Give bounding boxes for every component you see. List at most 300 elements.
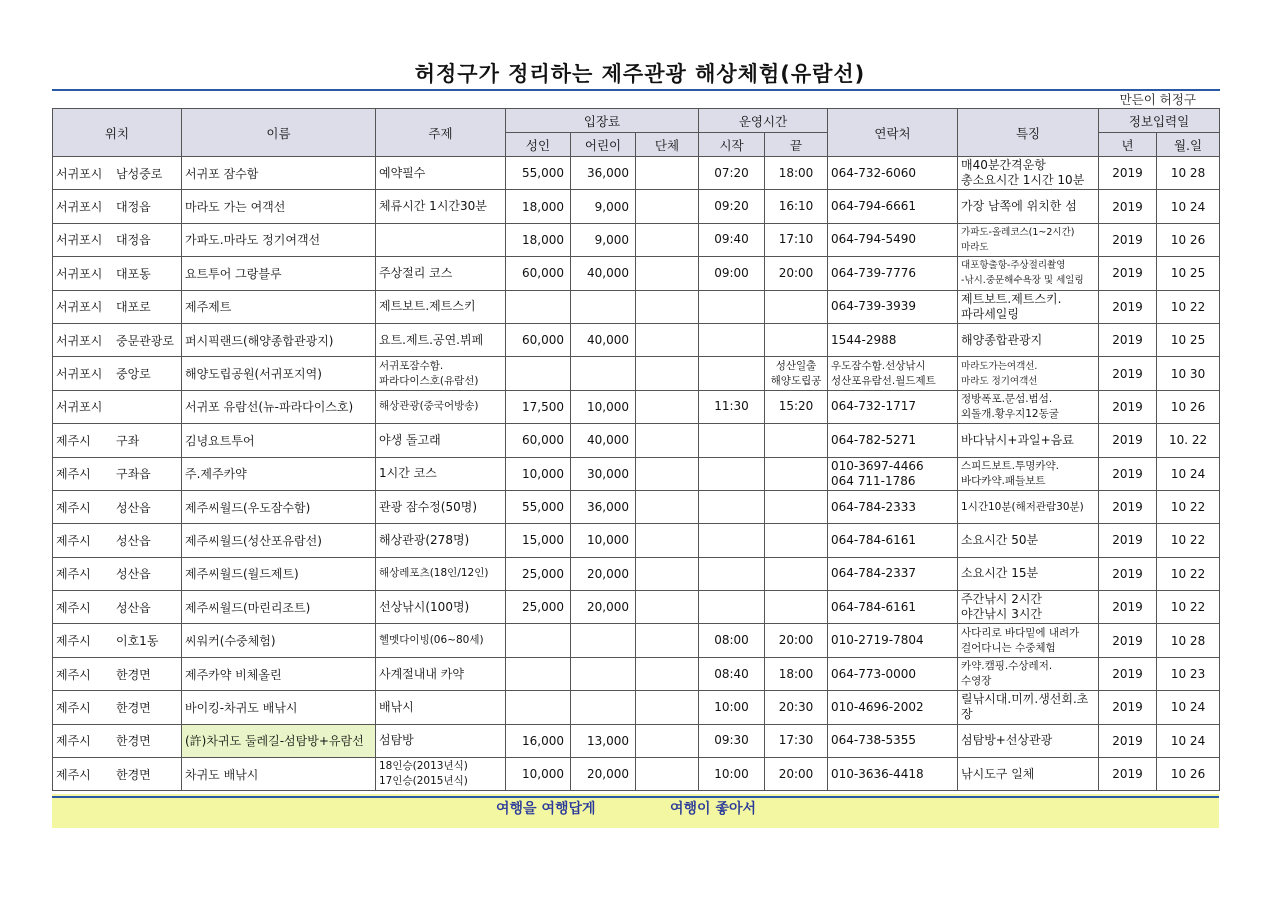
location-area: 구좌읍 bbox=[116, 467, 151, 482]
cell-fee-group bbox=[636, 323, 699, 356]
cell-end: 20:00 bbox=[765, 624, 828, 657]
cell-start: 09:40 bbox=[699, 223, 765, 256]
table-row bbox=[53, 223, 1220, 256]
cell-start bbox=[699, 323, 765, 356]
cell-name: 주.제주카약 bbox=[182, 457, 376, 490]
cell-start: 07:20 bbox=[699, 157, 765, 190]
cell-name: 김녕요트투어 bbox=[182, 424, 376, 457]
cell-fee-group bbox=[636, 624, 699, 657]
cell-md: 10 24 bbox=[1157, 457, 1220, 490]
cell-year: 2019 bbox=[1099, 157, 1157, 190]
table-row bbox=[53, 290, 1220, 323]
cell-start bbox=[699, 424, 765, 457]
location-area: 한경면 bbox=[116, 667, 151, 682]
cell-end: 20:30 bbox=[765, 691, 828, 724]
cell-theme: 관광 잠수정(50명) bbox=[376, 490, 506, 523]
title-divider bbox=[52, 89, 1220, 91]
cell-fee-group bbox=[636, 257, 699, 290]
cell-fee-adult: 25,000 bbox=[506, 591, 571, 624]
cell-contact: 1544-2988 bbox=[828, 323, 958, 356]
cell-location bbox=[53, 157, 182, 190]
location-city: 제주시 bbox=[56, 433, 91, 448]
header-info-md: 월.일 bbox=[1157, 133, 1220, 157]
cell-start: 09:20 bbox=[699, 190, 765, 223]
table-row bbox=[53, 424, 1220, 457]
cell-fee-child bbox=[571, 357, 636, 390]
cell-location bbox=[53, 390, 182, 423]
footer-banner bbox=[52, 794, 1219, 828]
cell-start bbox=[699, 357, 765, 390]
cell-year: 2019 bbox=[1099, 591, 1157, 624]
cell-fee-adult: 17,500 bbox=[506, 390, 571, 423]
cell-year: 2019 bbox=[1099, 691, 1157, 724]
cell-fee-group bbox=[636, 591, 699, 624]
cell-contact: 064-784-6161 bbox=[828, 591, 958, 624]
cell-feature: 가파도-올레코스(1~2시간) 마라도 bbox=[958, 223, 1099, 256]
cell-md: 10 26 bbox=[1157, 223, 1220, 256]
location-city: 제주시 bbox=[56, 533, 91, 548]
cell-feature: 섬탐방+선상관광 bbox=[958, 724, 1099, 757]
cell-year: 2019 bbox=[1099, 424, 1157, 457]
cell-end: 성산일출 해양도립공 bbox=[765, 357, 828, 390]
cell-fee-group bbox=[636, 691, 699, 724]
cell-start bbox=[699, 591, 765, 624]
cell-theme: 제트보트.제트스키 bbox=[376, 290, 506, 323]
cell-fee-group bbox=[636, 557, 699, 590]
location-area: 대포로 bbox=[116, 300, 151, 315]
cell-md: 10 22 bbox=[1157, 524, 1220, 557]
cell-contact: 010-3636-4418 bbox=[828, 758, 958, 791]
cell-start bbox=[699, 490, 765, 523]
location-area: 남성중로 bbox=[116, 166, 163, 181]
header-fee: 입장료 bbox=[506, 109, 699, 133]
header-fee-adult: 성인 bbox=[506, 133, 571, 157]
cell-fee-group bbox=[636, 223, 699, 256]
cell-fee-adult bbox=[506, 691, 571, 724]
cell-fee-adult: 18,000 bbox=[506, 223, 571, 256]
table-row bbox=[53, 357, 1220, 390]
cell-fee-adult bbox=[506, 290, 571, 323]
cell-fee-child: 36,000 bbox=[571, 490, 636, 523]
table-row bbox=[53, 257, 1220, 290]
cell-feature: 주간낚시 2시간 야간낚시 3시간 bbox=[958, 591, 1099, 624]
location-area: 대정읍 bbox=[116, 200, 151, 215]
cell-name: 바이킹-차귀도 배낚시 bbox=[182, 691, 376, 724]
cell-feature: 가장 남쪽에 위치한 섬 bbox=[958, 190, 1099, 223]
cell-end: 15:20 bbox=[765, 390, 828, 423]
location-area: 성산읍 bbox=[116, 533, 151, 548]
cell-start: 11:30 bbox=[699, 390, 765, 423]
cell-feature: 해양종합관광지 bbox=[958, 323, 1099, 356]
cell-end bbox=[765, 524, 828, 557]
cell-end: 16:10 bbox=[765, 190, 828, 223]
cell-year: 2019 bbox=[1099, 357, 1157, 390]
cell-location bbox=[53, 357, 182, 390]
header-hours-start: 시작 bbox=[699, 133, 765, 157]
cell-start: 08:40 bbox=[699, 657, 765, 690]
cell-feature: 릴낚시대.미끼.생선회.초장 bbox=[958, 691, 1099, 724]
cell-fee-child: 9,000 bbox=[571, 223, 636, 256]
cell-feature: 1시간10분(해저관람30분) bbox=[958, 490, 1099, 523]
cell-location bbox=[53, 190, 182, 223]
cell-name: 제주씨월드(성산포유람선) bbox=[182, 524, 376, 557]
location-city: 제주시 bbox=[56, 734, 91, 749]
cell-start: 09:00 bbox=[699, 257, 765, 290]
location-city: 서귀포시 bbox=[56, 367, 103, 382]
cell-end: 17:30 bbox=[765, 724, 828, 757]
cell-fee-adult: 15,000 bbox=[506, 524, 571, 557]
cell-name: 제주씨월드(우도잠수함) bbox=[182, 490, 376, 523]
footer-slogan-right: 여행이 좋아서 bbox=[670, 801, 757, 817]
cell-name: 차귀도 배낚시 bbox=[182, 758, 376, 791]
footer-slogan-left: 여행을 여행답게 bbox=[496, 801, 596, 817]
location-area: 성산읍 bbox=[116, 600, 151, 615]
cell-year: 2019 bbox=[1099, 457, 1157, 490]
cell-start: 10:00 bbox=[699, 691, 765, 724]
cell-end bbox=[765, 323, 828, 356]
footer-divider bbox=[52, 796, 1219, 798]
table-row bbox=[53, 624, 1220, 657]
table-row bbox=[53, 724, 1220, 757]
cell-end bbox=[765, 457, 828, 490]
table-row bbox=[53, 691, 1220, 724]
cell-theme: 헬멧다이빙(06~80세) bbox=[376, 624, 506, 657]
cell-end: 18:00 bbox=[765, 157, 828, 190]
cell-theme bbox=[376, 223, 506, 256]
cell-name: 제주카약 비체올린 bbox=[182, 657, 376, 690]
cell-feature: 소요시간 15분 bbox=[958, 557, 1099, 590]
cell-fee-child bbox=[571, 624, 636, 657]
cell-location bbox=[53, 257, 182, 290]
cell-md: 10 24 bbox=[1157, 691, 1220, 724]
cell-location bbox=[53, 758, 182, 791]
cell-name: 제주씨월드(월드제트) bbox=[182, 557, 376, 590]
cell-feature: 스피드보트.투명카약. 바다카약.패들보트 bbox=[958, 457, 1099, 490]
cell-year: 2019 bbox=[1099, 390, 1157, 423]
location-area: 대포동 bbox=[116, 266, 151, 281]
cell-fee-group bbox=[636, 390, 699, 423]
cell-fee-child bbox=[571, 691, 636, 724]
cell-theme: 체류시간 1시간30분 bbox=[376, 190, 506, 223]
cell-end bbox=[765, 490, 828, 523]
cell-contact: 064-784-2337 bbox=[828, 557, 958, 590]
table-row bbox=[53, 190, 1220, 223]
table-row bbox=[53, 323, 1220, 356]
cell-feature: 매40분간격운항 총소요시간 1시간 10분 bbox=[958, 157, 1099, 190]
cell-fee-group bbox=[636, 457, 699, 490]
tour-table bbox=[52, 108, 1220, 791]
header-info-year: 년 bbox=[1099, 133, 1157, 157]
location-city: 제주시 bbox=[56, 667, 91, 682]
location-city: 서귀포시 bbox=[56, 300, 103, 315]
cell-fee-adult bbox=[506, 657, 571, 690]
cell-md: 10 22 bbox=[1157, 490, 1220, 523]
cell-fee-child: 40,000 bbox=[571, 424, 636, 457]
cell-fee-child: 13,000 bbox=[571, 724, 636, 757]
cell-end bbox=[765, 557, 828, 590]
location-area: 대정읍 bbox=[116, 233, 151, 248]
cell-fee-adult: 16,000 bbox=[506, 724, 571, 757]
header-hours: 운영시간 bbox=[699, 109, 828, 133]
cell-year: 2019 bbox=[1099, 624, 1157, 657]
cell-fee-child: 10,000 bbox=[571, 390, 636, 423]
cell-location bbox=[53, 724, 182, 757]
cell-fee-child bbox=[571, 290, 636, 323]
cell-fee-child bbox=[571, 657, 636, 690]
cell-end: 20:00 bbox=[765, 257, 828, 290]
cell-theme: 예약필수 bbox=[376, 157, 506, 190]
cell-year: 2019 bbox=[1099, 290, 1157, 323]
page-title: 허정구가 정리하는 제주관광 해상체험(유람선) bbox=[414, 62, 866, 86]
cell-fee-group bbox=[636, 190, 699, 223]
cell-location bbox=[53, 490, 182, 523]
cell-md: 10 28 bbox=[1157, 624, 1220, 657]
cell-theme: 주상절리 코스 bbox=[376, 257, 506, 290]
table-row bbox=[53, 758, 1220, 791]
location-city: 제주시 bbox=[56, 600, 91, 615]
cell-end: 18:00 bbox=[765, 657, 828, 690]
cell-fee-adult bbox=[506, 624, 571, 657]
location-city: 서귀포시 bbox=[56, 200, 103, 215]
author-label: 만든이 허정구 bbox=[1119, 92, 1196, 107]
cell-feature: 마라도가는여객선. 마라도 정기여객선 bbox=[958, 357, 1099, 390]
table-row bbox=[53, 657, 1220, 690]
cell-feature: 정방폭포.문섬.범섬. 외돌개.황우지12동굴 bbox=[958, 390, 1099, 423]
cell-start bbox=[699, 457, 765, 490]
location-area: 구좌 bbox=[116, 433, 140, 448]
table-row bbox=[53, 490, 1220, 523]
cell-start: 08:00 bbox=[699, 624, 765, 657]
location-city: 제주시 bbox=[56, 467, 91, 482]
location-area: 한경면 bbox=[116, 767, 151, 782]
cell-location bbox=[53, 290, 182, 323]
cell-start: 10:00 bbox=[699, 758, 765, 791]
cell-location bbox=[53, 323, 182, 356]
cell-fee-adult: 60,000 bbox=[506, 424, 571, 457]
cell-theme: 18인승(2013년식) 17인승(2015년식) bbox=[376, 758, 506, 791]
cell-md: 10 25 bbox=[1157, 257, 1220, 290]
cell-contact: 010-3697-4466 064 711-1786 bbox=[828, 457, 958, 490]
header-info-date: 정보입력일 bbox=[1099, 109, 1220, 133]
location-area: 한경면 bbox=[116, 700, 151, 715]
cell-fee-adult: 55,000 bbox=[506, 157, 571, 190]
cell-location bbox=[53, 691, 182, 724]
cell-name: 씨워커(수중체험) bbox=[182, 624, 376, 657]
location-city: 제주시 bbox=[56, 767, 91, 782]
cell-name: 퍼시픽랜드(해양종합관광지) bbox=[182, 323, 376, 356]
cell-fee-adult: 25,000 bbox=[506, 557, 571, 590]
cell-start bbox=[699, 557, 765, 590]
cell-start bbox=[699, 290, 765, 323]
location-area: 한경면 bbox=[116, 734, 151, 749]
cell-contact: 010-2719-7804 bbox=[828, 624, 958, 657]
cell-fee-child: 20,000 bbox=[571, 758, 636, 791]
cell-md: 10. 22 bbox=[1157, 424, 1220, 457]
table-row bbox=[53, 591, 1220, 624]
cell-theme: 배낚시 bbox=[376, 691, 506, 724]
cell-fee-child: 40,000 bbox=[571, 323, 636, 356]
cell-feature: 소요시간 50분 bbox=[958, 524, 1099, 557]
header-theme: 주제 bbox=[376, 109, 506, 157]
cell-feature: 대포항출항-주상절리촬영 -낚시.중문해수욕장 및 세일링 bbox=[958, 257, 1099, 290]
location-area: 성산읍 bbox=[116, 567, 151, 582]
cell-fee-group bbox=[636, 157, 699, 190]
cell-contact: 064-732-1717 bbox=[828, 390, 958, 423]
cell-md: 10 26 bbox=[1157, 758, 1220, 791]
location-city: 서귀포시 bbox=[56, 333, 103, 348]
cell-feature: 바다낚시+과일+음료 bbox=[958, 424, 1099, 457]
cell-feature: 제트보트.제트스키. 파라세일링 bbox=[958, 290, 1099, 323]
cell-md: 10 26 bbox=[1157, 390, 1220, 423]
header-row-1 bbox=[53, 109, 1220, 133]
cell-year: 2019 bbox=[1099, 724, 1157, 757]
cell-year: 2019 bbox=[1099, 257, 1157, 290]
header-hours-end: 끝 bbox=[765, 133, 828, 157]
cell-theme: 사계절내내 카약 bbox=[376, 657, 506, 690]
cell-year: 2019 bbox=[1099, 657, 1157, 690]
cell-fee-adult: 10,000 bbox=[506, 457, 571, 490]
cell-location bbox=[53, 424, 182, 457]
cell-md: 10 30 bbox=[1157, 357, 1220, 390]
cell-name: 제주제트 bbox=[182, 290, 376, 323]
cell-theme: 야생 돌고래 bbox=[376, 424, 506, 457]
cell-start bbox=[699, 524, 765, 557]
cell-contact: 064-739-3939 bbox=[828, 290, 958, 323]
cell-end bbox=[765, 591, 828, 624]
cell-contact: 010-4696-2002 bbox=[828, 691, 958, 724]
header-location: 위치 bbox=[53, 109, 182, 157]
cell-end bbox=[765, 290, 828, 323]
cell-location bbox=[53, 624, 182, 657]
cell-name: 마라도 가는 여객선 bbox=[182, 190, 376, 223]
cell-fee-group bbox=[636, 290, 699, 323]
location-city: 제주시 bbox=[56, 700, 91, 715]
cell-year: 2019 bbox=[1099, 524, 1157, 557]
cell-year: 2019 bbox=[1099, 758, 1157, 791]
cell-fee-child: 36,000 bbox=[571, 157, 636, 190]
cell-fee-group bbox=[636, 724, 699, 757]
header-fee-group: 단체 bbox=[636, 133, 699, 157]
header-fee-child: 어린이 bbox=[571, 133, 636, 157]
cell-theme: 선상낚시(100명) bbox=[376, 591, 506, 624]
cell-feature: 카약.캠핑.수상레저. 수영장 bbox=[958, 657, 1099, 690]
cell-md: 10 28 bbox=[1157, 157, 1220, 190]
table-row bbox=[53, 524, 1220, 557]
cell-theme: 1시간 코스 bbox=[376, 457, 506, 490]
cell-location bbox=[53, 223, 182, 256]
header-name: 이름 bbox=[182, 109, 376, 157]
cell-contact: 우도잠수함.선상낚시 성산포유람선.월드제트 bbox=[828, 357, 958, 390]
table-row bbox=[53, 157, 1220, 190]
cell-feature: 사다리로 바다밑에 내려가 걸어다니는 수중체험 bbox=[958, 624, 1099, 657]
location-area: 중문관광로 bbox=[116, 333, 174, 348]
cell-theme: 섬탐방 bbox=[376, 724, 506, 757]
cell-name: 해양도립공원(서귀포지역) bbox=[182, 357, 376, 390]
location-area: 성산읍 bbox=[116, 500, 151, 515]
cell-theme: 해상관광(278명) bbox=[376, 524, 506, 557]
cell-location bbox=[53, 591, 182, 624]
cell-md: 10 25 bbox=[1157, 323, 1220, 356]
cell-name: 제주씨월드(마린리조트) bbox=[182, 591, 376, 624]
cell-fee-child: 10,000 bbox=[571, 524, 636, 557]
cell-end: 17:10 bbox=[765, 223, 828, 256]
table-row bbox=[53, 557, 1220, 590]
cell-contact: 064-782-5271 bbox=[828, 424, 958, 457]
cell-fee-child: 9,000 bbox=[571, 190, 636, 223]
table-row bbox=[53, 390, 1220, 423]
location-city: 제주시 bbox=[56, 500, 91, 515]
cell-start: 09:30 bbox=[699, 724, 765, 757]
table-body bbox=[53, 157, 1220, 791]
location-city: 서귀포시 bbox=[56, 166, 103, 181]
cell-contact: 064-784-2333 bbox=[828, 490, 958, 523]
cell-year: 2019 bbox=[1099, 557, 1157, 590]
cell-location bbox=[53, 524, 182, 557]
location-city: 서귀포시 bbox=[56, 233, 103, 248]
cell-md: 10 24 bbox=[1157, 190, 1220, 223]
cell-theme: 해상레포츠(18인/12인) bbox=[376, 557, 506, 590]
cell-contact: 064-739-7776 bbox=[828, 257, 958, 290]
cell-name: 서귀포 유람선(뉴-파라다이스호) bbox=[182, 390, 376, 423]
cell-md: 10 22 bbox=[1157, 290, 1220, 323]
cell-fee-group bbox=[636, 657, 699, 690]
cell-fee-group bbox=[636, 524, 699, 557]
cell-contact: 064-794-6661 bbox=[828, 190, 958, 223]
cell-theme: 해상관광(중국어방송) bbox=[376, 390, 506, 423]
cell-fee-group bbox=[636, 357, 699, 390]
cell-name: 서귀포 잠수함 bbox=[182, 157, 376, 190]
table-row bbox=[53, 457, 1220, 490]
cell-name: 요트투어 그랑블루 bbox=[182, 257, 376, 290]
cell-fee-adult: 55,000 bbox=[506, 490, 571, 523]
cell-md: 10 22 bbox=[1157, 591, 1220, 624]
cell-fee-adult: 10,000 bbox=[506, 758, 571, 791]
cell-contact: 064-794-5490 bbox=[828, 223, 958, 256]
cell-contact: 064-773-0000 bbox=[828, 657, 958, 690]
cell-end bbox=[765, 424, 828, 457]
cell-name: 가파도.마라도 정기여객선 bbox=[182, 223, 376, 256]
cell-location bbox=[53, 557, 182, 590]
cell-year: 2019 bbox=[1099, 190, 1157, 223]
cell-fee-child: 40,000 bbox=[571, 257, 636, 290]
location-area: 이호1동 bbox=[116, 634, 159, 649]
cell-year: 2019 bbox=[1099, 323, 1157, 356]
cell-theme: 서귀포잠수함. 파라다이스호(유람선) bbox=[376, 357, 506, 390]
location-city: 제주시 bbox=[56, 567, 91, 582]
location-city: 서귀포시 bbox=[56, 266, 103, 281]
cell-location bbox=[53, 457, 182, 490]
cell-location bbox=[53, 657, 182, 690]
cell-year: 2019 bbox=[1099, 490, 1157, 523]
location-city: 제주시 bbox=[56, 634, 91, 649]
cell-fee-child: 30,000 bbox=[571, 457, 636, 490]
cell-md: 10 24 bbox=[1157, 724, 1220, 757]
cell-fee-child: 20,000 bbox=[571, 557, 636, 590]
cell-md: 10 22 bbox=[1157, 557, 1220, 590]
cell-fee-group bbox=[636, 424, 699, 457]
cell-name: (許)차귀도 둘레길-섬탐방+유람선 bbox=[182, 724, 376, 757]
cell-fee-group bbox=[636, 490, 699, 523]
cell-contact: 064-738-5355 bbox=[828, 724, 958, 757]
cell-theme: 요트.제트.공연.뷔페 bbox=[376, 323, 506, 356]
cell-fee-adult: 60,000 bbox=[506, 323, 571, 356]
cell-fee-child: 20,000 bbox=[571, 591, 636, 624]
cell-contact: 064-732-6060 bbox=[828, 157, 958, 190]
cell-fee-adult: 60,000 bbox=[506, 257, 571, 290]
cell-fee-adult bbox=[506, 357, 571, 390]
cell-fee-adult: 18,000 bbox=[506, 190, 571, 223]
cell-year: 2019 bbox=[1099, 223, 1157, 256]
